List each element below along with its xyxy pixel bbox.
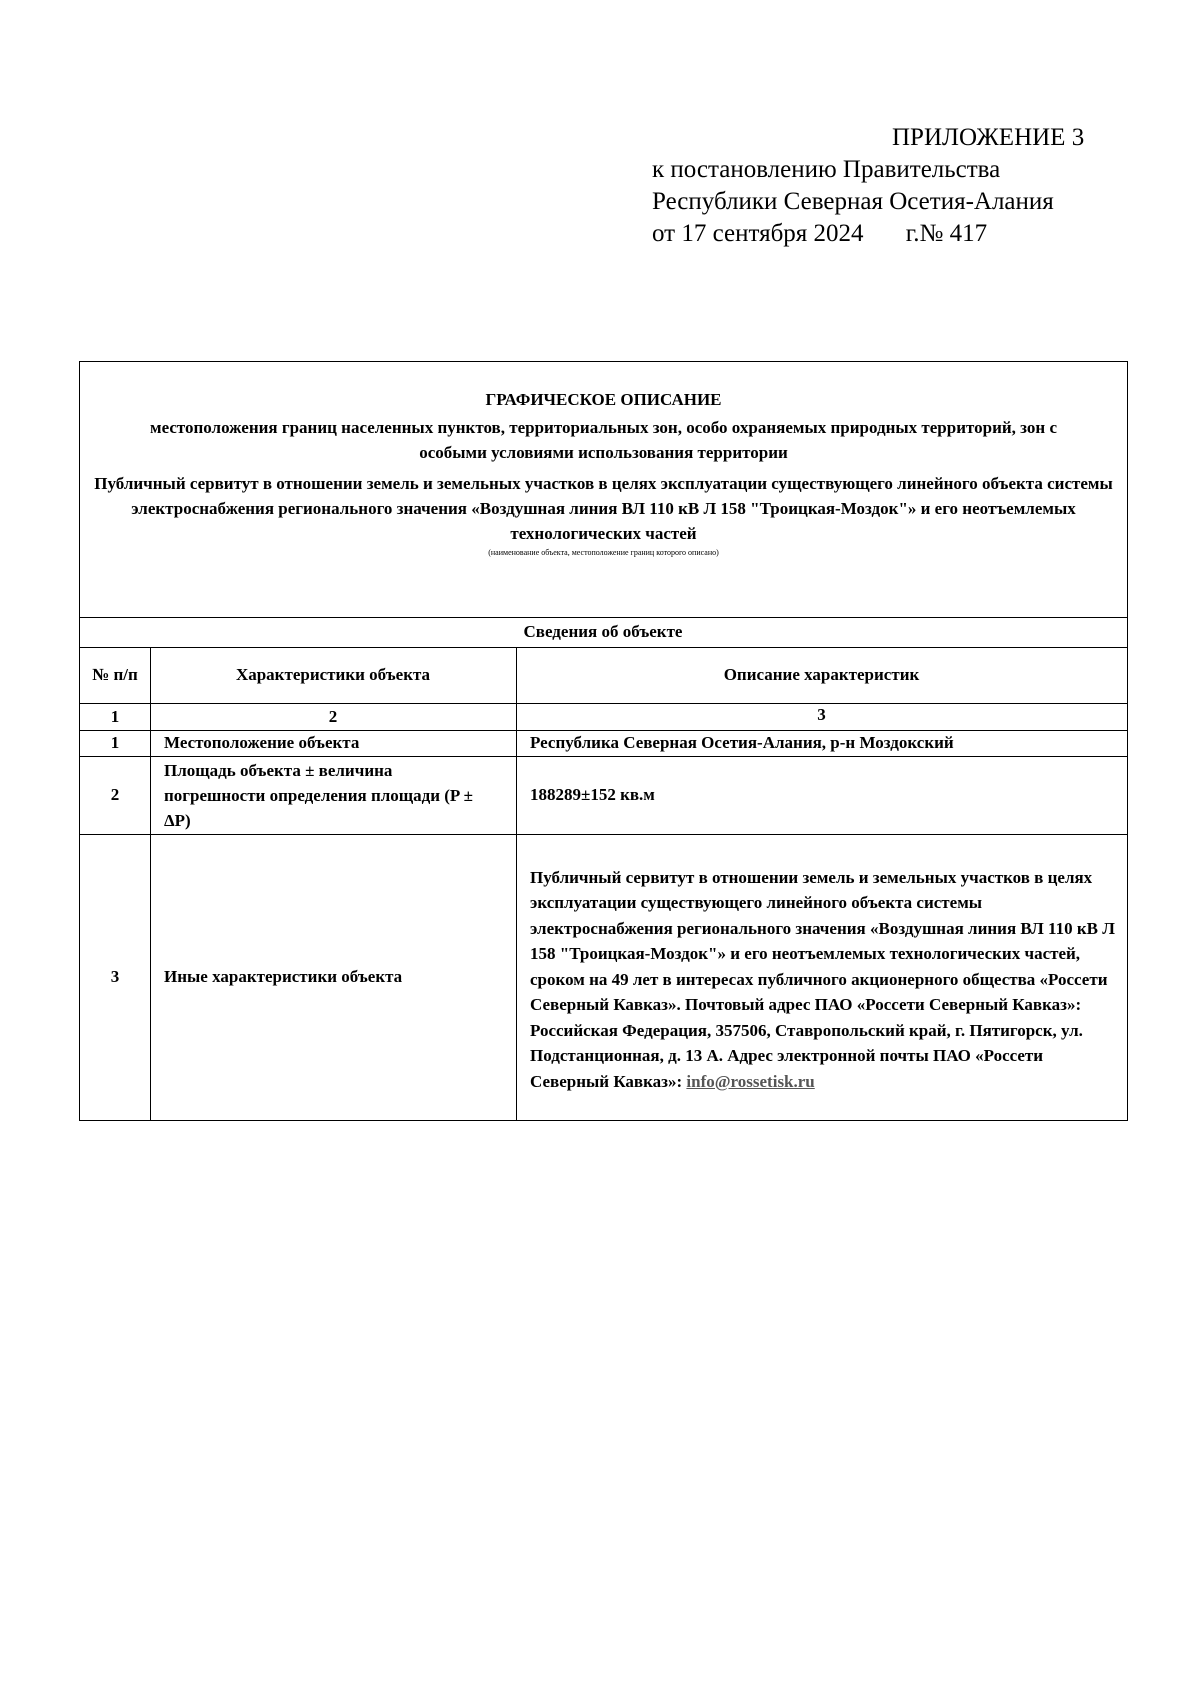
col-header-characteristic: Характеристики объекта	[151, 647, 517, 703]
row-characteristic: Площадь объекта ± величина погрешности определения площади (P ± ΔP)	[151, 756, 517, 834]
column-number-row	[80, 703, 1127, 730]
object-name: Публичный сервитут в отношении земель и земельных участков в целях эксплуатации существующего линейного объекта системы электроснабжения регионального значения «Воздушная линия ВЛ 110 кВ Л 158 "Троицкая-Моздок"» и его неотъемлемых	[94, 474, 1113, 518]
row-description	[517, 834, 1128, 1120]
table-row	[80, 756, 1127, 834]
appendix-date-line	[652, 218, 1122, 250]
appendix-line2: к постановлению Правительства	[652, 156, 1001, 183]
row-description: Республика Северная Осетия-Алания, р-н Моздокский	[517, 730, 1128, 756]
row-characteristic: Иные характеристики объекта	[151, 834, 517, 1120]
row-characteristic: Местоположение объекта	[151, 730, 517, 756]
col-number: 1	[80, 703, 151, 730]
email-link[interactable]: info@rossetisk.ru	[686, 1071, 815, 1091]
row-description-text: Публичный сервитут в отношении земель и земельных участков в целях эксплуатации существующего линейного объекта системы электроснабжения регионального значения «Воздушная линия ВЛ 110 кВ Л 158 "Троицкая-Моздок"» и его неотъемлемых технологических частей, сроком на 49 лет в интересах публичного акционерного общества «Россети Северный Кавказ». Почтовый адрес ПАО «Россети Северный Кавказ»: Российская Федерация, 357506, Ставропольский край, г. Пятигорск, ул. Подстанционная, д. 13 А. Адрес электронной почты ПАО «Россети Северный Кавказ»:	[530, 867, 1115, 1091]
table-row	[80, 834, 1127, 1120]
appendix-title: ПРИЛОЖЕНИЕ 3	[892, 124, 1085, 151]
row-description: 188289±152 кв.м	[517, 756, 1128, 834]
document-frame	[79, 361, 1128, 1121]
appendix-line3: Республики Северная Осетия-Алания	[652, 188, 1054, 215]
object-info-table	[80, 618, 1127, 1120]
col-header-description: Описание характеристик	[517, 647, 1128, 703]
col-header-number: № п/п	[80, 647, 151, 703]
section-title: Сведения об объекте	[80, 618, 1127, 647]
page-title: ГРАФИЧЕСКОЕ ОПИСАНИЕ	[485, 390, 722, 409]
col-number: 2	[151, 703, 517, 730]
row-number: 2	[80, 756, 151, 834]
header-subtitle: местоположения границ населенных пунктов, территориальных зон, особо охраняемых природных территорий, зон с особыми условиями использования территории	[149, 418, 1057, 462]
col-number: 3	[517, 703, 1128, 730]
appendix-number: г.№ 417	[905, 220, 988, 247]
row-number: 3	[80, 834, 151, 1120]
object-note: (наименование объекта, местоположение границ которого описано)	[488, 548, 719, 557]
object-name-cont: технологических частей	[510, 524, 697, 543]
table-header-row	[80, 647, 1127, 703]
appendix-block	[652, 122, 1122, 250]
table-row	[80, 730, 1127, 756]
header-block	[80, 362, 1127, 618]
appendix-date: от 17 сентября 2024	[652, 220, 864, 247]
row-number: 1	[80, 730, 151, 756]
